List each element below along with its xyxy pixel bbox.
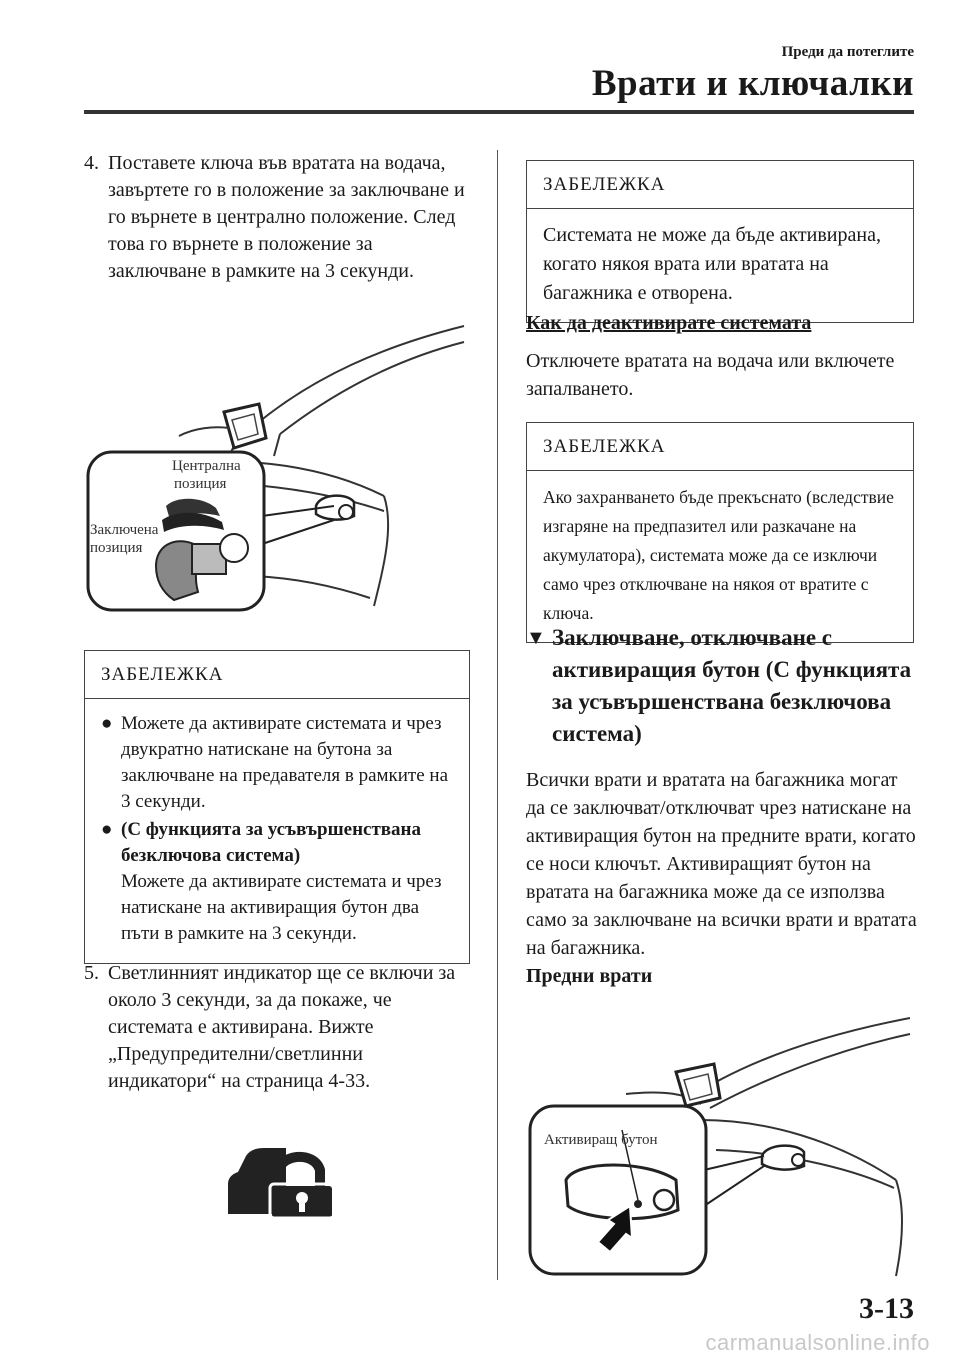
page-title: Врати и ключалки xyxy=(591,63,914,104)
step-4 xyxy=(84,150,470,285)
note-body xyxy=(85,699,469,963)
note-box-3 xyxy=(526,422,914,643)
note-box-1 xyxy=(84,650,470,964)
note-heading: ЗАБЕЛЕЖКА xyxy=(85,651,469,699)
label-locked-2: позиция xyxy=(90,540,143,556)
note-heading: ЗАБЕЛЕЖКА xyxy=(527,161,913,209)
note-bullet-text: Можете да активирате системата и чрез натискане на активиращия бутон два пъти в рамките на 3 секунди. xyxy=(121,871,442,944)
section-heading-text: Заключване, отключване с активиращия бутон (С функцията за усъвършенствана безключова система) xyxy=(552,625,912,746)
header-rule xyxy=(84,110,914,114)
note-bullet-2 xyxy=(101,817,453,947)
watermark: carmanualsonline.info xyxy=(705,1330,930,1355)
bullet-icon: ● xyxy=(101,713,113,734)
key-position-figure xyxy=(84,316,470,616)
note-bullet-1 xyxy=(101,711,453,815)
left-column xyxy=(84,150,470,285)
bullet-icon: ● xyxy=(101,819,113,840)
note-bullet-text: Можете да активирате системата и чрез двукратно натискане на бутона за заключване на предавателя в рамките на 3 секунди. xyxy=(121,713,449,812)
label-central-2: позиция xyxy=(174,476,227,492)
label-activation-button: Активиращ бутон xyxy=(544,1132,658,1148)
front-doors-subheading: Предни врати xyxy=(526,965,653,987)
door-handle-icon xyxy=(762,1146,804,1170)
note-body: Ако захранването бъде прекъснато (вследствие изгаряне на предпазител или разкачане на акумулатора), системата може да се изключи само чрез отключване на някоя от вратите с ключа. xyxy=(543,487,894,623)
note-box-2 xyxy=(526,160,914,323)
header-section-label: Преди да потеглите xyxy=(781,44,914,60)
activation-button-figure xyxy=(526,1010,914,1280)
triangle-marker-icon: ▼ xyxy=(526,627,546,649)
note-bullet-bold: (С функцията за усъвършенствана безключова система) xyxy=(121,819,421,866)
step-number: 4. xyxy=(84,152,99,174)
label-locked-1: Заключена xyxy=(90,522,159,538)
note-heading: ЗАБЕЛЕЖКА xyxy=(527,423,913,471)
side-mirror-icon xyxy=(676,1064,720,1106)
deactivate-heading: Как да деактивирате системата xyxy=(526,312,812,334)
step-number: 5. xyxy=(84,962,99,984)
section-text: Всички врати и вратата на багажника могат да се заключват/отключват чрез натискане на активиращия бутон на предните врати, когато се носи ключът. Активиращият бутон на вратата на багажника може да се използва само за заключване на всички врати и вратата на багажника. xyxy=(526,769,917,959)
step-text: Поставете ключа във вратата на водача, завъртете го в положение за заключване и го върнете в централно положение. След това го върнете в положение за заключване в рамките на 3 секунди. xyxy=(108,152,465,282)
label-central-1: Централна xyxy=(172,458,241,474)
step-5 xyxy=(84,960,470,1095)
column-divider xyxy=(497,150,498,1280)
deactivate-section xyxy=(526,312,914,403)
note-body: Системата не може да бъде активирана, когато някоя врата или вратата на багажника е отворена. xyxy=(543,224,881,304)
deactivate-text: Отключете вратата на водача или включете запалването. xyxy=(526,350,895,400)
section-heading xyxy=(526,622,918,750)
page-number: 3-13 xyxy=(859,1292,914,1325)
side-mirror-icon xyxy=(179,404,266,448)
step-text: Светлинният индикатор ще се включи за около 3 секунди, за да покаже, че системата е активирана. Вижте „Предупредителни/светлинни индикатори“ на страница 4-33. xyxy=(108,962,456,1092)
activation-button-section xyxy=(526,622,918,990)
security-indicator-icon xyxy=(222,1140,342,1220)
